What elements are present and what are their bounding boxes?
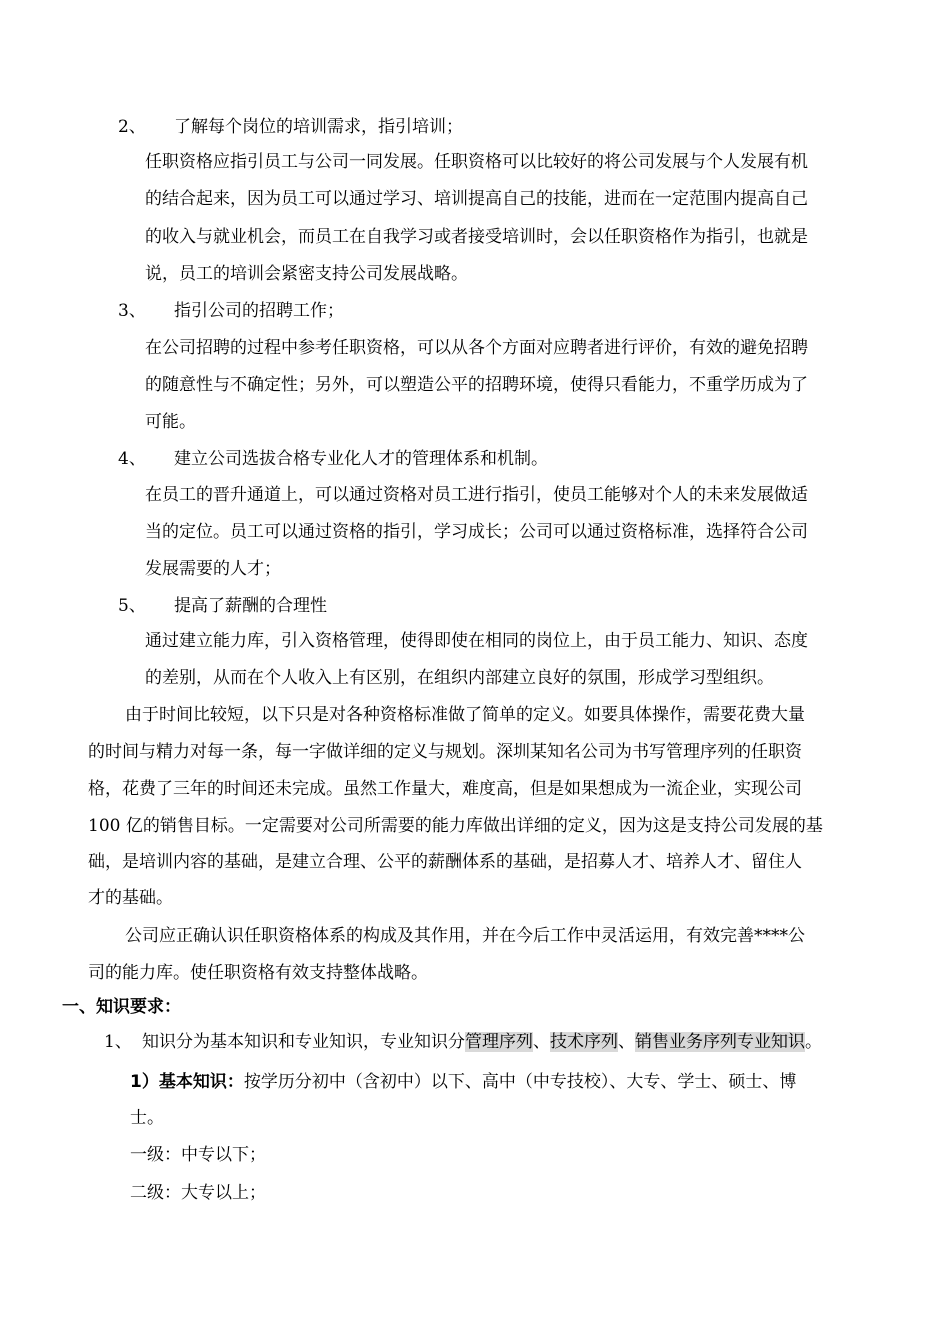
paragraph-line: 格，花费了三年的时间还未完成。虽然工作量大，难度高，但是如果想成为一流企业，实现公司	[88, 779, 802, 799]
item-title: 建立公司选拔合格专业化人才的管理体系和机制。	[174, 449, 548, 469]
item-number: 2、	[118, 117, 146, 137]
text-line: 通过建立能力库，引入资格管理，使得即使在相同的岗位上，由于员工能力、知识、态度	[145, 631, 808, 651]
paragraph-line: 100 亿的销售目标。一定需要对公司所需要的能力库做出详细的定义，因为这是支持公司发展的基	[88, 816, 823, 836]
paragraph-line: 由于时间比较短，以下只是对各种资格标准做了简单的定义。如要具体操作，需要花费大量	[125, 705, 805, 725]
period: 。	[805, 1032, 822, 1052]
separator: 、	[533, 1032, 550, 1052]
highlight-technical: 技术序列	[550, 1032, 618, 1052]
text-line: 当的定位。员工可以通过资格的指引，学习成长；公司可以通过资格标准，选择符合公司	[145, 522, 808, 542]
level-line: 二级：大专以上；	[130, 1183, 266, 1203]
highlight-management: 管理序列	[465, 1032, 533, 1052]
item-number: 3、	[118, 301, 146, 321]
text-line: 任职资格应指引员工与公司一同发展。任职资格可以比较好的将公司发展与个人发展有机	[145, 152, 808, 172]
knowledge-intro: 知识分为基本知识和专业知识，专业知识分	[142, 1032, 465, 1052]
item-number: 5、	[118, 596, 146, 616]
knowledge-line	[142, 1030, 822, 1054]
text-line: 的随意性与不确定性；另外，可以塑造公平的招聘环境，使得只看能力，不重学历成为了	[145, 375, 808, 395]
level-line: 一级：中专以下；	[130, 1145, 266, 1165]
basic-knowledge-label: 1）基本知识：	[130, 1072, 244, 1092]
text-line: 的结合起来，因为员工可以通过学习、培训提高自己的技能，进而在一定范围内提高自己	[145, 189, 808, 209]
highlight-sales: 销售业务序列专业知识	[635, 1032, 805, 1052]
item-title: 提高了薪酬的合理性	[174, 596, 327, 616]
basic-knowledge-text: 按学历分初中（含初中）以下、高中（中专技校）、大专、学士、硕士、博	[243, 1072, 797, 1092]
text-line: 可能。	[145, 412, 196, 432]
text-line: 在员工的晋升通道上，可以通过资格对员工进行指引，使员工能够对个人的未来发展做适	[145, 485, 808, 505]
basic-knowledge-cont: 士。	[130, 1108, 164, 1128]
paragraph-line: 才的基础。	[88, 888, 173, 908]
text-line: 在公司招聘的过程中参考任职资格，可以从各个方面对应聘者进行评价，有效的避免招聘	[145, 338, 808, 358]
item-number: 4、	[118, 449, 146, 469]
paragraph-line: 公司应正确认识任职资格体系的构成及其作用，并在今后工作中灵活运用，有效完善****公	[125, 926, 805, 946]
text-line: 说，员工的培训会紧密支持公司发展战略。	[145, 264, 468, 284]
text-line: 的收入与就业机会，而员工在自我学习或者接受培训时，会以任职资格作为指引，也就是	[145, 227, 808, 247]
text-line: 发展需要的人才；	[145, 559, 281, 579]
paragraph-line: 司的能力库。使任职资格有效支持整体战略。	[88, 963, 428, 983]
paragraph-line: 础，是培训内容的基础，是建立合理、公平的薪酬体系的基础，是招募人才、培养人才、留住人	[88, 852, 802, 872]
separator: 、	[618, 1032, 635, 1052]
section-heading: 一、知识要求：	[62, 997, 181, 1017]
paragraph-line: 的时间与精力对每一条，每一字做详细的定义与规划。深圳某知名公司为书写管理序列的任职资	[88, 742, 802, 762]
item-title: 了解每个岗位的培训需求，指引培训；	[174, 117, 463, 137]
basic-knowledge-line	[130, 1070, 796, 1094]
item-title: 指引公司的招聘工作；	[174, 301, 344, 321]
item-number: 1、	[104, 1032, 132, 1052]
text-line: 的差别，从而在个人收入上有区别，在组织内部建立良好的氛围，形成学习型组织。	[145, 668, 774, 688]
